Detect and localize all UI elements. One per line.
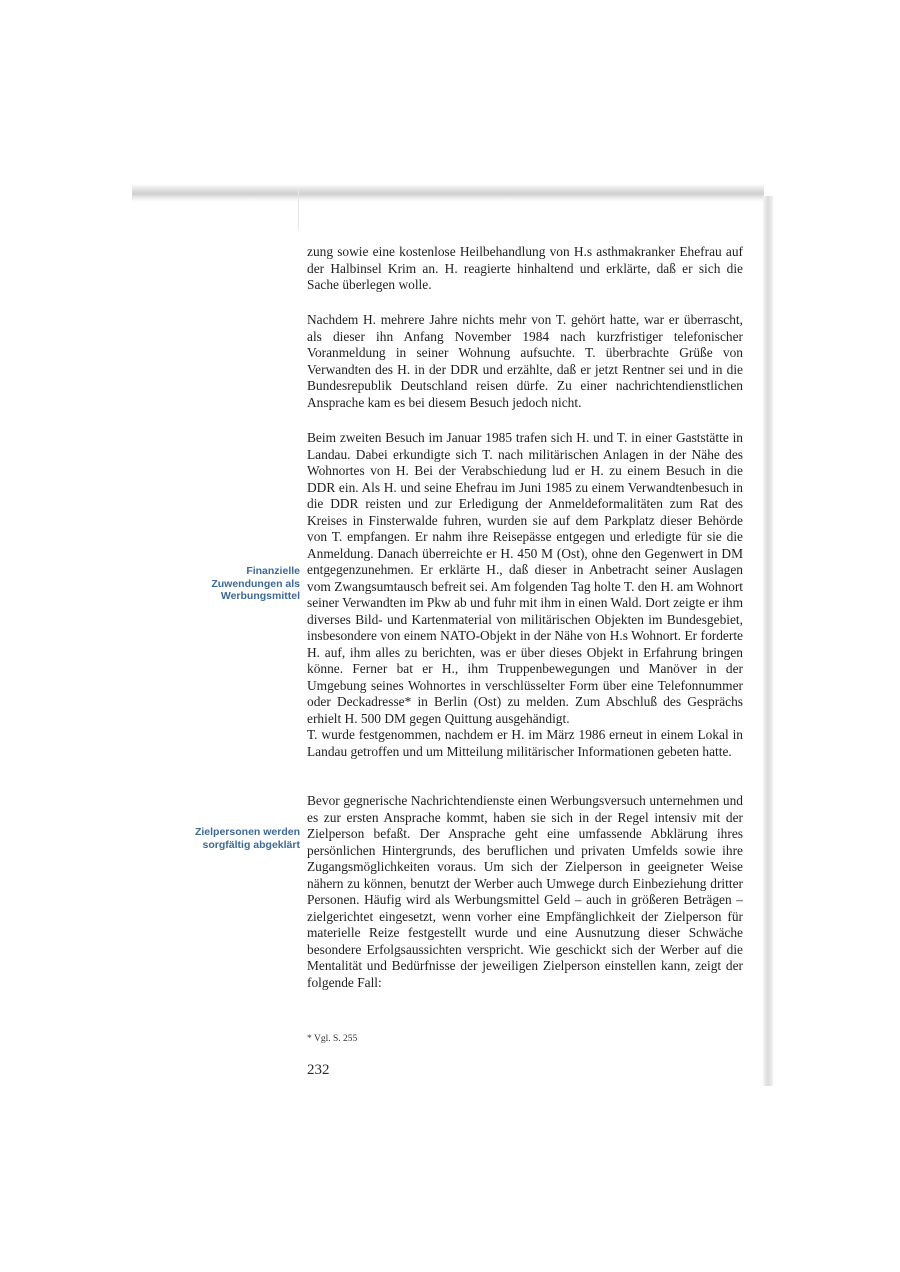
margin-note-line: Werbungsmittel <box>220 590 300 602</box>
margin-note-line: Zielpersonen werden <box>194 826 300 838</box>
paragraph-first-visit: Nachdem H. mehrere Jahre nichts mehr von T. gehört hatte, war er überrascht, als dieser ihn Anfang November 1984 nach kurzfristiger telefonischer Voranmeldung in seiner Wohnung aufsuchte. T. überbrachte Grüße von Verwandten des H. in der DDR und erzählte, daß er jetzt Rentner sei und in die Bundesrepublik Deutschland reisen dürfe. Zu einer nachrichtendienstlichen Ansprache kam es bei diesem Besuch jedoch nicht. <box>307 312 743 410</box>
paragraph-recruitment: Bevor gegnerische Nachrichtendienste einen Werbungsversuch unternehmen und es zur ersten Ansprache kommt, haben sie sich in der Regel intensiv mit der Zielperson befaßt. Der Ansprache geht eine umfassende Abklärung ihres persönlichen Hintergrunds, des beruflichen und privaten Umfelds sowie ihre Zugangsmöglichkeiten voraus. Um sich der Zielperson in geeigneter Weise nähern zu können, benutzt der Werber auch Umwege durch Einbeziehung dritter Personen. Häufig wird als Werbungsmittel Geld – auch in größeren Beträgen – zielgerichtet eingesetzt, wenn vorher eine Empfänglichkeit der Zielperson für materielle Reize festgestellt wurde und eine Ausnutzung dieser Schwäche besondere Erfolgsaussichten verspricht. Wie geschickt sich der Werber auf die Mentalität und Bedürfnisse der jeweiligen Zielperson einstellen kann, zeigt der folgende Fall: <box>307 793 743 990</box>
paragraph-second-visit: Beim zweiten Besuch im Januar 1985 trafen sich H. und T. in einer Gaststätte in Landau. Dabei erkundigte sich T. nach militärischen Anlagen in der Nähe des Wohnortes von H. Bei der Verabschiedung lud er H. zu einem Besuch in die DDR ein. Als H. und seine Ehefrau im Juni 1985 zu einem Verwandtenbesuch in die DDR reisten und zur Erledigung der Anmeldeformalitäten zum Rat des Kreises in Finsterwalde fuhren, wurden sie auf dem Parkplatz dieser Behörde von T. empfangen. Er nahm ihre Reisepässe entgegen und erledigte für sie die Anmeldung. Danach überreichte er H. 450 M (Ost), ohne den Gegenwert in DM entgegenzunehmen. Er erklärte H., daß dieser in Anbetracht seiner Auslagen vom Zwangsumtausch befreit sei. Am folgenden Tag holte T. den H. am Wohnort seiner Verwandten im Pkw ab und fuhr mit ihm in einen Wald. Dort zeigte er ihm diverses Bild- und Kartenmaterial von militärischen Objekten im Bundesgebiet, insbesondere von einem NATO-Objekt in der Nähe von H.s Wohnort. Er forderte H. auf, ihm alles zu berichten, was er über dieses Objekt in Erfahrung bringen könne. Ferner bat er H., ihm Truppenbewegungen und Manöver in der Umgebung seines Wohnortes in verschlüsselter Form über eine Telefonnummer oder Deckadresse* in Berlin (Ost) zu melden. Zum Abschluß des Gesprächs erhielt H. 500 DM gegen Quittung ausgehändigt. <box>307 430 743 726</box>
top-header-rule <box>132 184 764 202</box>
margin-note-line: Zuwendungen als <box>211 577 300 590</box>
page-edge-shadow <box>763 196 773 1086</box>
column-divider <box>298 190 299 230</box>
margin-note-financial <box>150 565 300 603</box>
footnote: * Vgl. S. 255 <box>307 1034 358 1044</box>
margin-note-line: sorgfältig abgeklärt <box>202 838 300 851</box>
page-number: 232 <box>307 1062 330 1078</box>
margin-note-line: Finanzielle <box>246 565 300 577</box>
paragraph-arrest: T. wurde festgenommen, nachdem er H. im März 1986 erneut in einem Lokal in Landau getroffen und um Mitteilung militärischer Informationen gebeten hatte. <box>307 727 743 759</box>
paragraph-intro: zung sowie eine kostenlose Heilbehandlung von H.s asthmakranker Ehefrau auf der Halbinsel Krim an. H. reagierte hinhaltend und erklärte, daß er sich die Sache überlegen wolle. <box>307 244 743 292</box>
margin-note-targets <box>150 826 300 851</box>
